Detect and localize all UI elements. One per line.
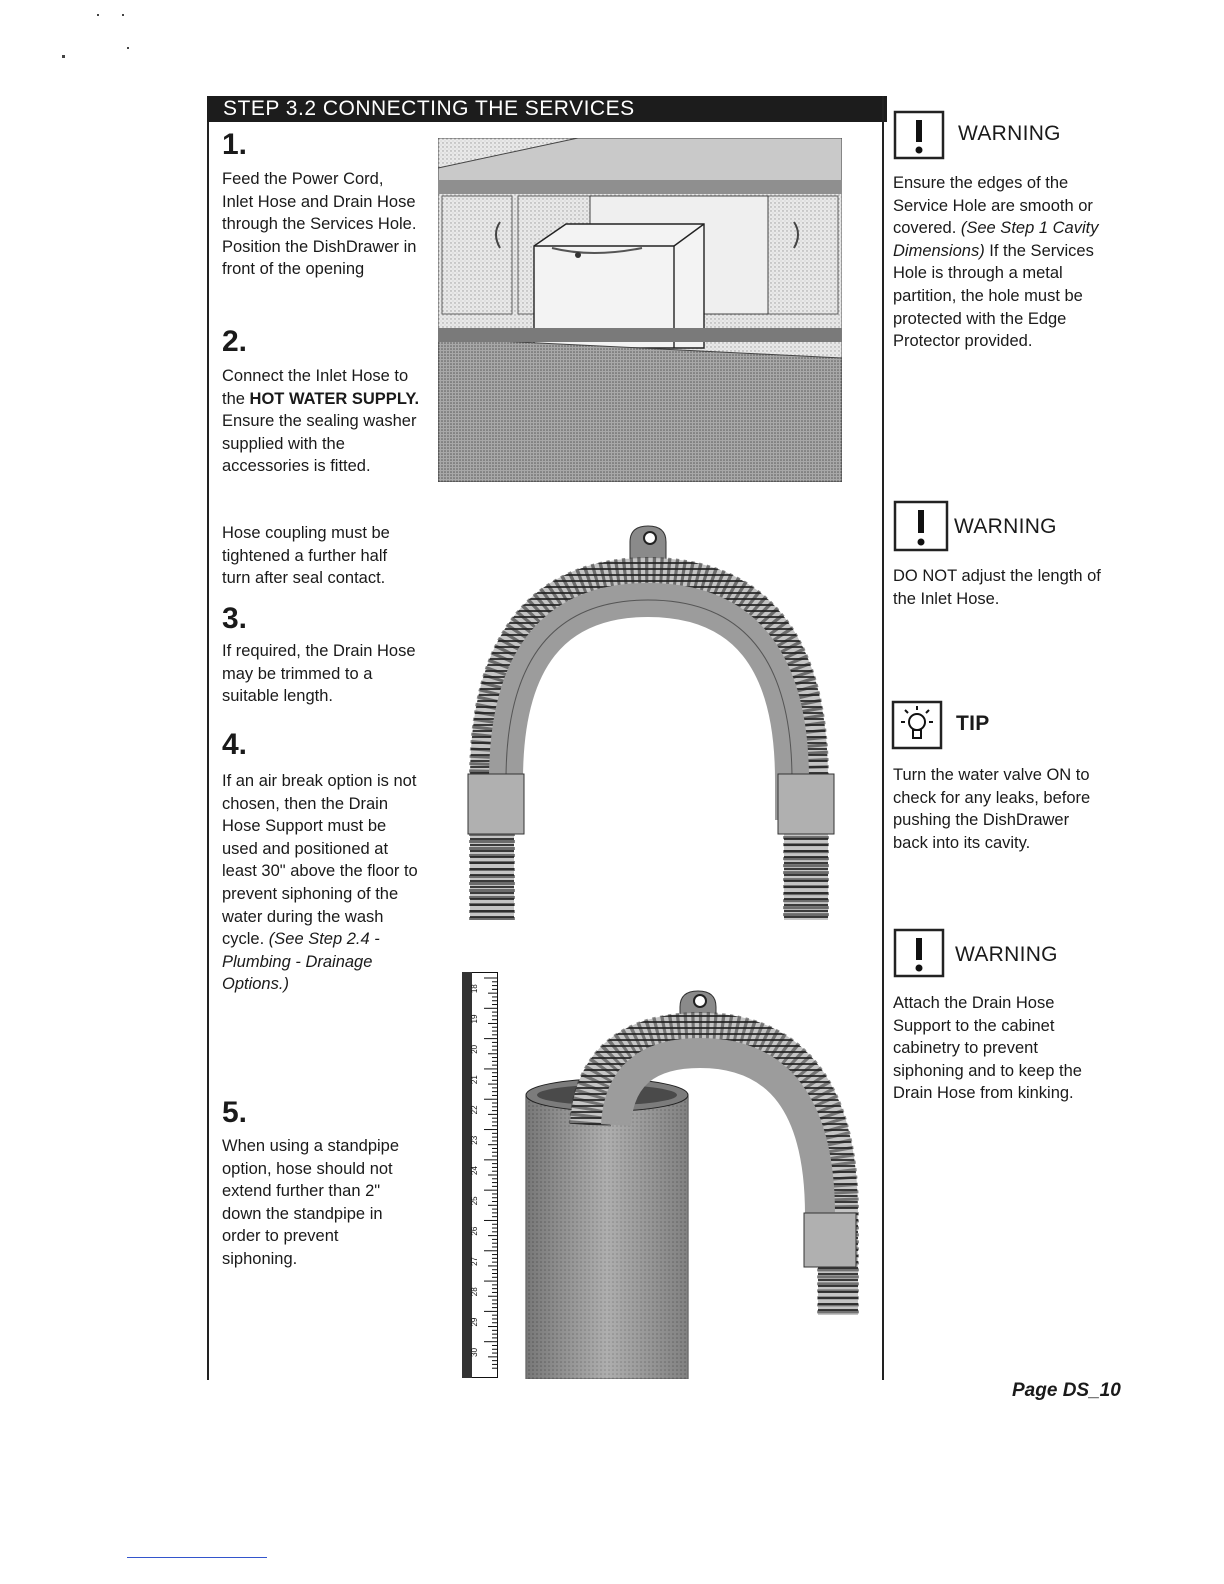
step-4-number: 4. (222, 728, 248, 761)
exclamation-icon (893, 110, 947, 162)
ruler-label: 19 (470, 1014, 479, 1024)
ruler-label: 23 (470, 1135, 479, 1145)
warning-1-text-after: If the Services Hole is through a metal partition, the hole must be protected with the Edge Protector provided. (893, 241, 1094, 351)
footer-line (127, 1557, 267, 1558)
ruler-label: 20 (470, 1044, 479, 1054)
step-5-number: 5. (222, 1096, 248, 1129)
tip-text: Turn the water valve ON to check for any leaks, before pushing the DishDrawer back into its cavity. (893, 766, 1091, 852)
section-header: STEP 3.2 CONNECTING THE SERVICES (207, 96, 887, 122)
warning-1-text-before: Ensure the edges of the Service Hole are smooth or covered. (893, 174, 1093, 238)
step-3-text: If required, the Drain Hose may be trimmed to a suitable length. (222, 642, 416, 706)
coupling-note: Hose coupling must be tightened a further half turn after seal contact. (222, 524, 390, 588)
warning-1-title: WARNING (958, 122, 1061, 145)
ruler-label: 25 (470, 1196, 479, 1206)
cabinet-dishdrawer-illustration (438, 138, 842, 482)
step-2-text-after: Ensure the sealing washer supplied with the accessories is fitted. (222, 412, 417, 476)
ruler-label: 27 (470, 1257, 479, 1266)
drain-hose-support-illustration (462, 520, 852, 940)
ruler-label: 26 (470, 1226, 479, 1236)
step-2-text (222, 365, 432, 478)
left-rule (207, 122, 209, 1380)
step-4-text-ref: (See Step 2.4 - Plumbing - Drainage Options.) (222, 930, 380, 994)
right-rule (882, 96, 884, 1380)
exclamation-icon (893, 928, 947, 980)
step-4-text-main: If an air break option is not chosen, then the Drain Hose Support must be used and positioned at least 30" above the floor to prevent siphoning of the water during the wash cycle. (222, 772, 418, 949)
step-1-number: 1. (222, 128, 248, 161)
page-number: Page DS_10 (1012, 1380, 1121, 1401)
warning-2-title: WARNING (954, 515, 1057, 538)
ruler-label: 30 (470, 1347, 479, 1357)
step-3-number: 3. (222, 602, 248, 635)
step-4-text (222, 770, 422, 996)
warning-2-text: DO NOT adjust the length of the Inlet Hose. (893, 567, 1101, 608)
step-5-text: When using a standpipe option, hose should not extend further than 2" down the standpipe in order to prevent siphoning. (222, 1137, 400, 1268)
ruler-label: 21 (470, 1075, 479, 1085)
warning-3-text: Attach the Drain Hose Support to the cabinet cabinetry to prevent siphoning and to keep the Drain Hose from kinking. (893, 994, 1082, 1103)
step-2-number: 2. (222, 325, 248, 358)
ruler-label: 28 (470, 1287, 479, 1297)
ruler-label: 22 (470, 1105, 479, 1115)
step-1-text: Feed the Power Cord, Inlet Hose and Drain Hose through the Services Hole. Position the DishDrawer in front of the opening (222, 170, 417, 279)
warning-3-title: WARNING (955, 943, 1058, 966)
exclamation-icon (893, 500, 953, 554)
lightbulb-icon (891, 700, 947, 752)
ruler-label: 29 (470, 1317, 479, 1327)
warning-1-text (893, 172, 1105, 353)
warning-1-text-ref: (See Step 1 Cavity Dimensions) (893, 219, 1099, 260)
measuring-ruler-illustration (462, 972, 498, 1378)
standpipe-illustration (520, 985, 860, 1379)
step-2-text-before: Connect the Inlet Hose to the (222, 367, 409, 408)
ruler-label: 24 (470, 1166, 479, 1175)
ruler-label: 18 (470, 984, 479, 994)
step-2-text-bold: HOT WATER SUPPLY. (249, 389, 420, 408)
tip-title: TIP (956, 712, 990, 735)
